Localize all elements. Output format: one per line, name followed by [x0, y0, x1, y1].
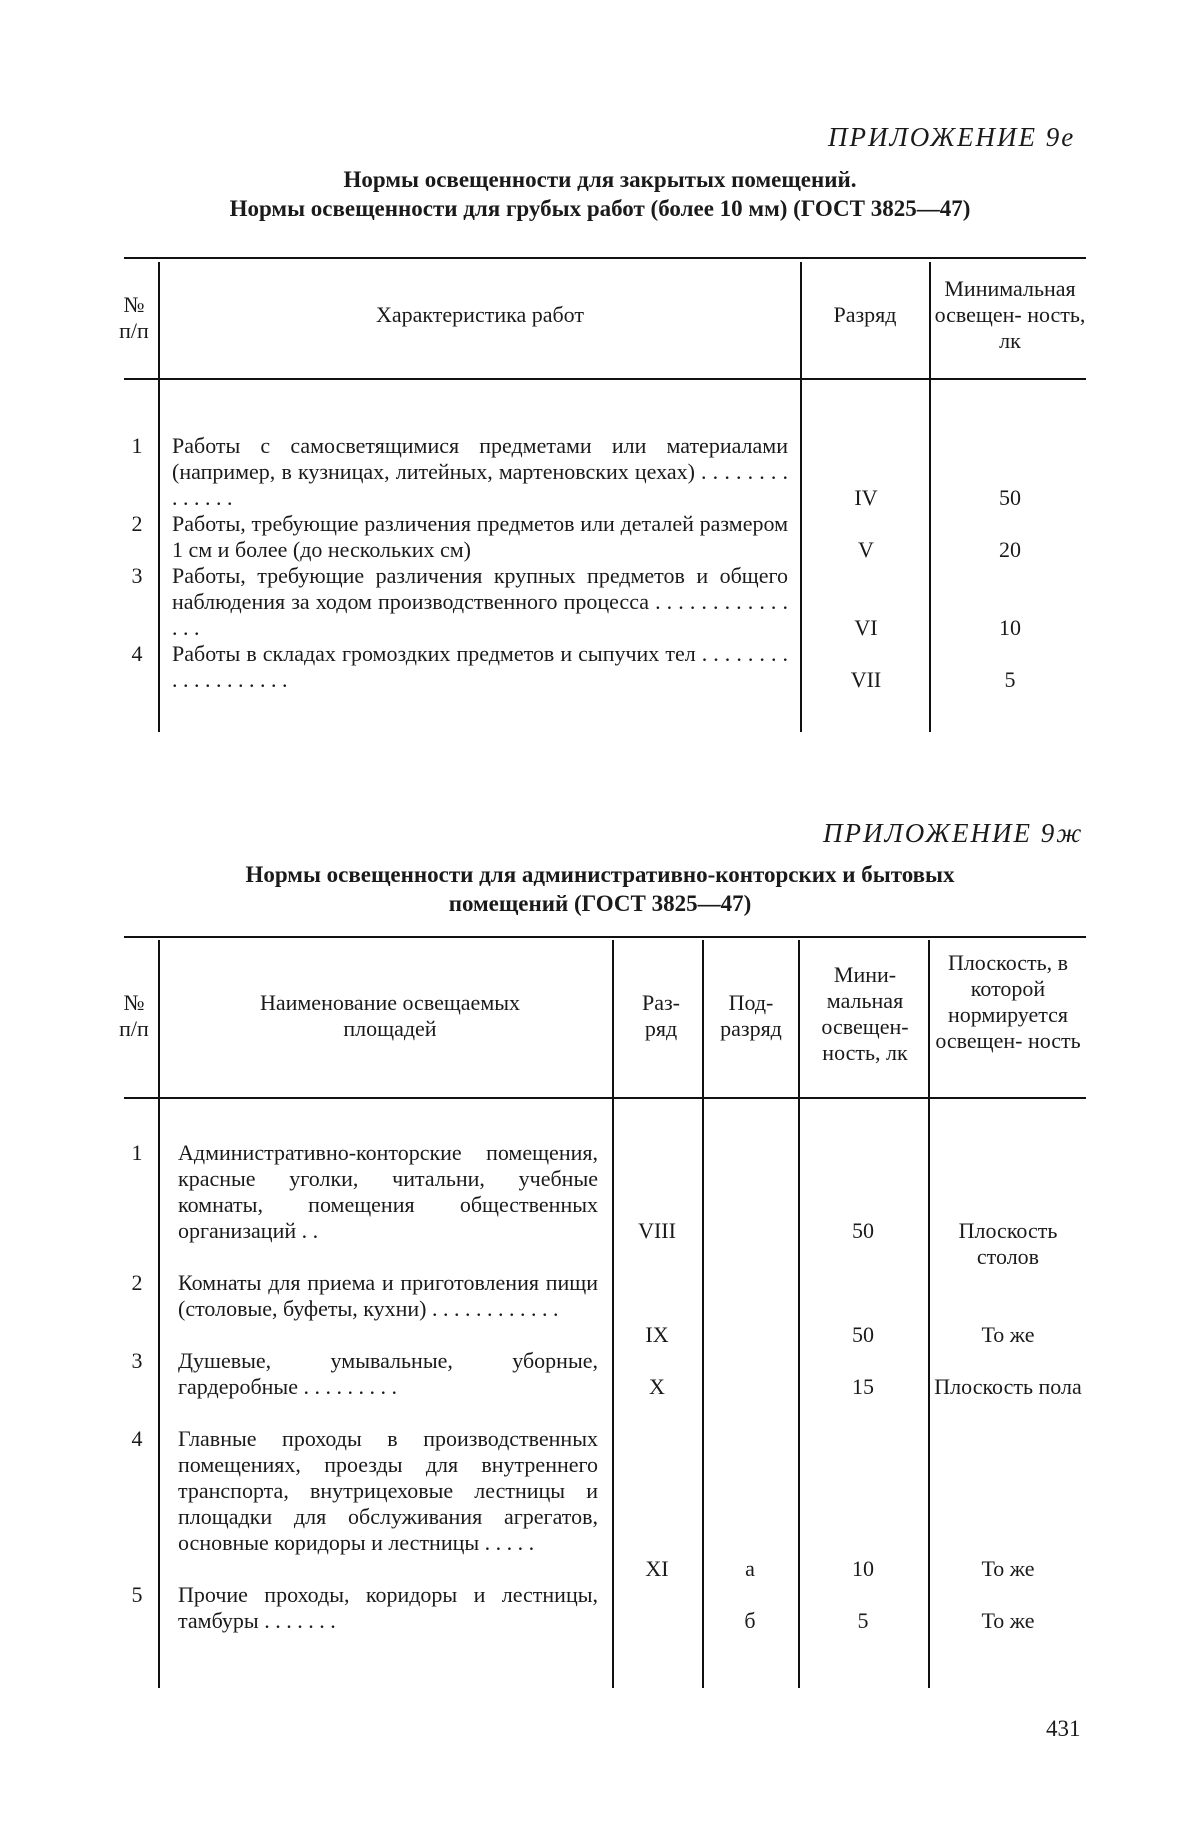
table-e-top-rule [124, 257, 1086, 259]
table-e-row-num: 4 [131, 641, 143, 666]
appendix-zh-label: ПРИЛОЖЕНИЕ 9ж [823, 818, 1084, 848]
appendix-e-label: ПРИЛОЖЕНИЕ 9е [828, 122, 1076, 152]
table-e-header-num: № п/п [119, 292, 149, 343]
table-zh-row-sub: б [744, 1608, 756, 1633]
page-number: 431 [1046, 1716, 1081, 1741]
table-e-row-text: Работы, требующие различения предметов или деталей размером 1 см и более (до нескольких см) [172, 511, 788, 562]
table-zh-row-text: Душевые, умывальные, уборные, гардеробные . . . . . . . . . [178, 1348, 598, 1399]
table-zh-row-lux: 10 [852, 1556, 874, 1581]
table-zh-row-plane: То же [981, 1322, 1035, 1347]
table-e-row-grade: VI [854, 615, 878, 640]
table-zh-row-plane: Плоскость пола [934, 1374, 1082, 1399]
table-e-row-lux: 20 [999, 537, 1021, 562]
table-e-row-text: Работы, требующие различения крупных предметов и общего наблюдения за ходом производственного процесса . . . . . . . . . . . . . . . [172, 563, 788, 640]
table-zh-header-subgrade: Под- разряд [720, 990, 782, 1041]
table-zh-row-text: Прочие проходы, коридоры и лестницы, тамбуры . . . . . . . [178, 1582, 598, 1633]
table-e-row-text: Работы с самосветящимися предметами или материалами (например, в кузницах, литейных, мартеновских цехах) . . . . . . . . . . . . . . [172, 433, 788, 510]
table-zh-top-rule [124, 936, 1086, 938]
table-zh-header-plane: Плоскость, в которой нормируется освещен- ность [935, 950, 1081, 1053]
table-zh-row-text: Главные проходы в производственных помещениях, проезды для внутреннего транспорта, внутрицеховые лестницы и площадки для обслуживания агрегатов, основные коридоры и лестницы . . . . . [178, 1426, 598, 1555]
table-zh-row-text: Комнаты для приема и приготовления пищи (столовые, буфеты, кухни) . . . . . . . . . . . . [178, 1270, 598, 1321]
table-e-row-grade: VII [850, 667, 882, 692]
table-e-header-grade: Разряд [833, 302, 897, 327]
table-e-row-lux: 5 [1004, 667, 1016, 692]
table-e-row-lux: 50 [999, 485, 1021, 510]
table-zh-row-num: 1 [131, 1140, 143, 1165]
appendix-e-title-line1: Нормы освещенности для закрытых помещений. [343, 167, 857, 192]
table-e-row-grade: V [858, 537, 874, 562]
table-zh-row-lux: 50 [852, 1322, 874, 1347]
table-zh-col-divider [158, 940, 160, 1688]
table-e-header-rule [124, 378, 1086, 380]
table-zh-row-lux: 50 [852, 1218, 874, 1243]
table-zh-row-plane: То же [981, 1556, 1035, 1581]
table-e-col-divider [158, 262, 160, 732]
table-e-row-num: 2 [131, 511, 143, 536]
table-e-row-lux: 10 [999, 615, 1021, 640]
table-zh-header-min-lux: Мини- мальная освещен- ность, лк [821, 962, 909, 1065]
appendix-zh-title [100, 860, 1100, 918]
table-zh-row-num: 4 [131, 1426, 143, 1451]
appendix-e-title [100, 165, 1100, 223]
table-zh-row-num: 5 [131, 1582, 143, 1607]
table-e-row-grade: IV [854, 485, 878, 510]
table-e-header-characteristic: Характеристика работ [375, 302, 585, 327]
table-zh-row-grade: IX [645, 1322, 669, 1347]
table-zh-row-sub: а [745, 1556, 755, 1581]
table-zh-header-grade: Раз- ряд [641, 990, 681, 1041]
table-zh-header-rule [124, 1097, 1086, 1099]
table-zh-row-text: Административно-конторские помещения, красные уголки, читальни, учебные комнаты, помещения общественных организаций . . [178, 1140, 598, 1243]
table-zh-header-name: Наименование освещаемых площадей [259, 990, 521, 1041]
appendix-zh-title-line2: помещений (ГОСТ 3825—47) [448, 891, 752, 916]
table-zh-row-grade: X [649, 1374, 665, 1399]
table-zh-row-num: 2 [131, 1270, 143, 1295]
table-zh-row-plane: То же [981, 1608, 1035, 1633]
table-zh-header-num: № п/п [119, 990, 149, 1041]
table-zh-col-divider [928, 940, 930, 1688]
appendix-zh-title-line1: Нормы освещенности для административно-конторских и бытовых [245, 862, 955, 887]
table-e-row-text: Работы в складах громоздких предметов и сыпучих тел . . . . . . . . . . . . . . . . . . . [172, 641, 788, 692]
table-zh-row-grade: XI [645, 1556, 669, 1581]
table-zh-row-num: 3 [131, 1348, 143, 1373]
appendix-e-title-line2: Нормы освещенности для грубых работ (более 10 мм) (ГОСТ 3825—47) [229, 196, 971, 221]
table-zh-row-plane: Плоскость столов [958, 1218, 1058, 1269]
table-e-row-num: 3 [131, 563, 143, 588]
table-e-col-divider [800, 262, 802, 732]
table-zh-row-lux: 5 [857, 1608, 869, 1633]
table-e-header-min-lux: Минимальная освещен- ность, лк [934, 276, 1086, 353]
table-e-row-num: 1 [131, 433, 143, 458]
table-zh-row-lux: 15 [852, 1374, 874, 1399]
table-zh-row-grade: VIII [638, 1218, 676, 1243]
